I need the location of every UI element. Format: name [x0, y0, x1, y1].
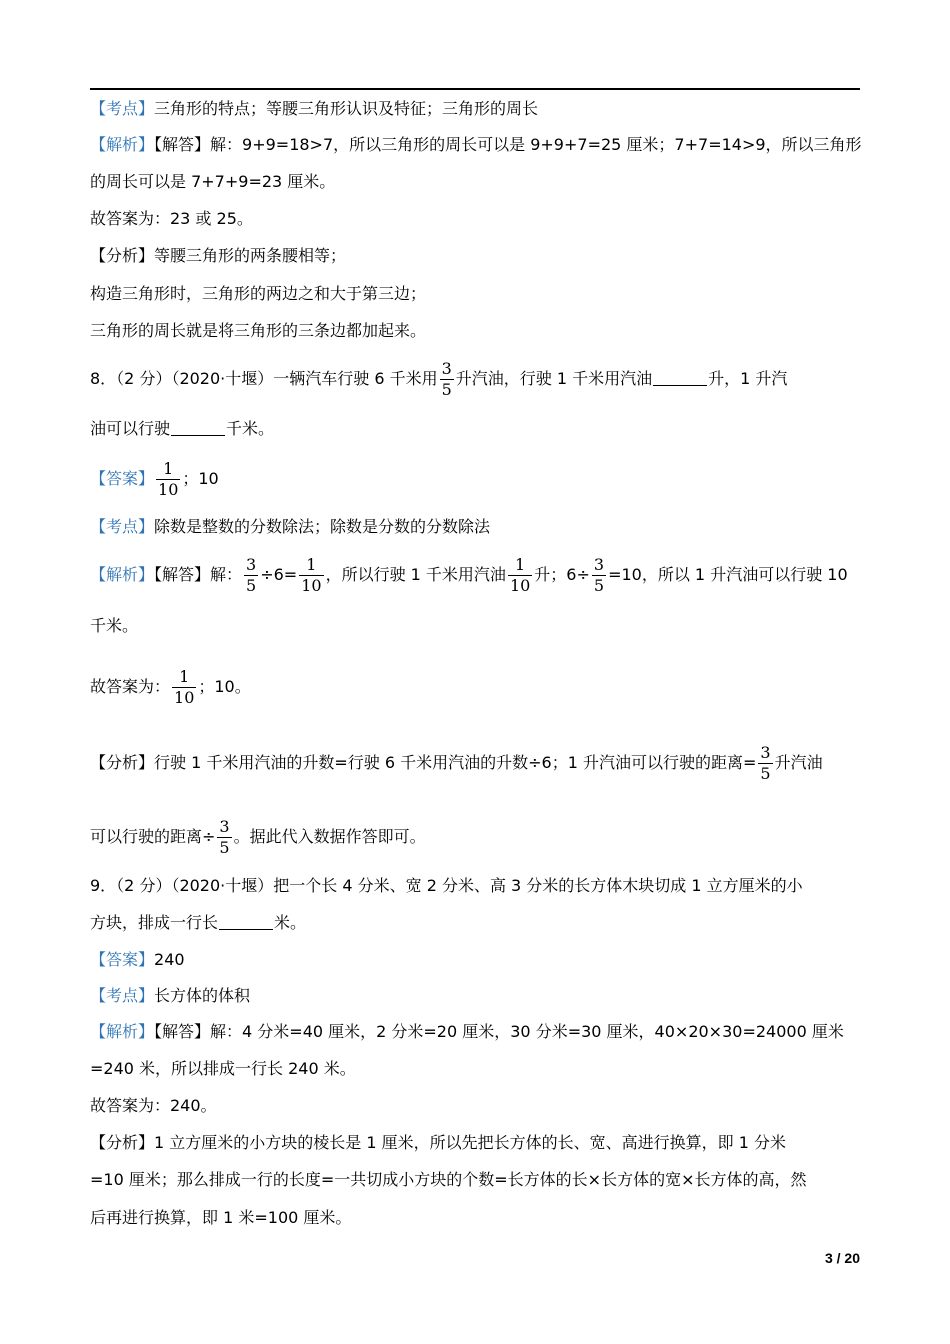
fraction: $\frac{1}{10}$ — [158, 459, 179, 499]
fraction: $\frac{3}{5}$ — [593, 555, 605, 595]
q7-fenxi-line1: 【分析】等腰三角形的两条腰相等； — [90, 246, 347, 265]
q8-stem-line1: 8．（2 分）（2020·十堰）一辆汽车行驶 6 千米用 $\frac{3}{5}$ 升汽油，行驶 1 千米用汽油 升，1 升汽 — [90, 359, 788, 399]
fraction: $\frac{3}{5}$ — [246, 555, 257, 595]
q9-stem-line2: 方块，排成一行长 米。 — [90, 913, 307, 932]
q9-answer: 故答案为：240。 — [90, 1096, 217, 1115]
q8-fenxi-line1: 【分析】行驶 1 千米用汽油的升数=行驶 6 千米用汽油的升数÷6；1 升汽油可以行驶的距离= $\frac{3}{5}$ 升汽油 — [90, 743, 823, 783]
page-number: 3 / 20 — [824, 1250, 860, 1266]
q8-stem-line2: 油可以行驶 千米。 — [90, 419, 275, 438]
q7-jiexi-line1: 【解析】【解答】解：9+9=18>7，所以三角形的周长可以是 9+9+7=25 厘米；7+7=14>9，所以三角形 — [90, 135, 862, 154]
q8-fenxi-line2: 可以行驶的距离÷ $\frac{3}{5}$ 。据此代入数据作答即可。 — [90, 817, 426, 857]
q9-stem-line1: 9．（2 分）（2020·十堰）把一个长 4 分米、宽 2 分米、高 3 分米的长方体木块切成 1 立方厘米的小 — [90, 876, 803, 895]
fraction: $\frac{1}{10}$ — [509, 555, 531, 595]
answer-blank — [653, 369, 707, 386]
fraction: $\frac{3}{5}$ — [760, 743, 771, 783]
q7-jiexi-line2: 的周长可以是 7+7+9=23 厘米。 — [90, 172, 336, 191]
q9-fenxi-line2: =10 厘米；那么排成一行的长度=一共切成小方块的个数=长方体的长×长方体的宽×长方体的高，然 — [90, 1170, 807, 1189]
q7-kaodian: 【考点】三角形的特点；等腰三角形认识及特征；三角形的周长 — [90, 99, 539, 118]
q8-kaodian: 【考点】除数是整数的分数除法；除数是分数的分数除法 — [90, 517, 491, 536]
q7-answer: 故答案为：23 或 25。 — [90, 209, 253, 228]
fraction: $\frac{3}{5}$ — [441, 359, 452, 399]
q7-fenxi-line2: 构造三角形时，三角形的两边之和大于第三边； — [90, 284, 427, 303]
q9-jiexi-line1: 【解析】【解答】解：4 分米=40 厘米，2 分米=20 厘米，30 分米=30 厘米，40×20×30=24000 厘米 — [90, 1022, 844, 1041]
fraction: $\frac{1}{10}$ — [301, 555, 322, 595]
q9-fenxi-line3: 后再进行换算，即 1 米=100 厘米。 — [90, 1208, 352, 1227]
q8-jiexi-line2: 千米。 — [90, 616, 139, 635]
q9-jiexi-line2: =240 米，所以排成一行长 240 米。 — [90, 1059, 356, 1078]
q8-answer: 故答案为： $\frac{1}{10}$ ；10。 — [90, 667, 251, 707]
q9-fenxi-line1: 【分析】1 立方厘米的小方块的棱长是 1 厘米，所以先把长方体的长、宽、高进行换算，即 1 分米 — [90, 1133, 786, 1152]
fraction: $\frac{3}{5}$ — [219, 817, 230, 857]
q9-kaodian: 【考点】长方体的体积 — [90, 986, 251, 1005]
q7-fenxi-line3: 三角形的周长就是将三角形的三条边都加起来。 — [90, 321, 427, 340]
answer-blank — [219, 913, 273, 930]
header-rule — [90, 88, 860, 90]
q9-daan: 【答案】240 — [90, 950, 185, 969]
answer-blank — [171, 419, 225, 436]
fraction: $\frac{1}{10}$ — [174, 667, 195, 707]
q8-jiexi-line1: 【解析】【解答】解： $\frac{3}{5}$ ÷6= $\frac{1}{10}$ ，所以行驶 1 千米用汽油 $\frac{1}{10}$ 升；6÷ $\frac{3}{5}$ =10，所以 1 升汽油可以行驶 10 — [90, 555, 848, 595]
q8-daan: 【答案】 $\frac{1}{10}$ ；10 — [90, 459, 219, 499]
